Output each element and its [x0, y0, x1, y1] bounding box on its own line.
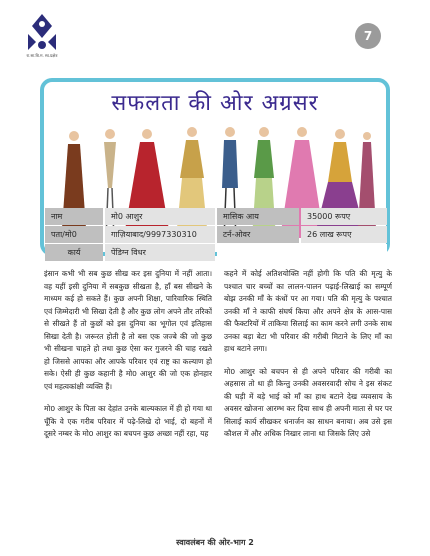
monthly-income-value: 35000 रूपए	[301, 208, 387, 225]
turnover-label: टर्न-ओवर	[217, 226, 299, 243]
address-value: गाज़ियाबाद/9997330310	[105, 226, 215, 243]
story-title: सफलता की ओर अग्रसर	[111, 91, 319, 116]
table-row	[45, 244, 387, 262]
paragraph: इंसान कभी भी सब कुछ सीख कर इस दुनिया में नहीं आता। वह यहीं इसी दुनिया में सबकुछ सीखता है, हाँ बस सीखने के माध्यम कई हो सकते हैं। कुछ अपनी शिक्षा, पारिवारिक स्थिति एवं जिम्मेदारी भी सिखा देती है और कुछ लोग अपने तौर तरिकों से सीखते हैं तो कुछों को इस दुनिया का भूगोल एवं इतिहास सिखा देती है। जरूरत होती है तो बस एक जज्बे की जो कुछ भी सीखना चाहते हो तथा कुछ ऐसा कर गुजरने की चाह रखते हो जिससे आपका और आपके परिवार एवं राष्ट्र का कल्याण हो सके। ऐसी ही कुछ कहानी है मो0 आशुर की जो एक होनहार एवं महत्वकांक्षी व्यक्ति हैं।	[44, 269, 212, 391]
address-label: पता/मो0	[45, 226, 103, 243]
name-label: नाम	[45, 208, 103, 225]
monthly-income-label: मासिक आय	[217, 208, 299, 225]
table-row	[45, 226, 387, 244]
profile-info-table	[45, 208, 387, 262]
name-value: मो0 आशुर	[105, 208, 215, 225]
turnover-value: 26 लाख रूपए	[301, 226, 387, 243]
paragraph: मो0 आशुर के पिता का देहांत उनके बाल्यकाल में ही हो गया था चूँकि वे एक गरीब परिवार में पढ़े-लिखे दो भाई, दो बहनों में दूसरे नम्बर के मो0 आशुर का बचपन कुछ अच्छा नहीं रहा, यह	[44, 404, 212, 438]
table-row	[45, 208, 387, 226]
body-column-right	[224, 268, 392, 526]
work-value: पेंडिग्न विधर	[105, 244, 215, 261]
page-footer: स्वावलंबन की ओर-भाग 2	[176, 538, 254, 547]
logo-caption: रा.सा.बि.म. स्व.प्रक्षेत्र	[26, 53, 58, 58]
page-number: 7	[355, 23, 381, 49]
work-label: कार्य	[45, 244, 103, 261]
paragraph: कहने में कोई अतिशयोक्ति नहीं होगी कि पति की मृत्यु के पश्चात चार बच्चों का लालन-पालन पढ़ाई-लिखाई का सम्पूर्ण बोझ उनकी माँ के कंधों पर आ गया। पति की मृत्यु के पश्चात उनकी माँ ने काफी संघर्ष किया और अपने क्षेत्र के आस-पास की फैक्टरियों में ताकिया सिलाई का काम करने लगी उनके साथ उनका बड़ा बेटा भी परिवार की गरीबी मिटाने के लिए माँ का हाथ बटाने लगा।	[224, 269, 392, 353]
table-blank-cell	[217, 244, 387, 261]
paragraph: मो0 आशुर को बचपन से ही अपने परिवार की गरीबी का अहसास तो था ही किन्तु उनकी अवसरवादी सोच ने इस संकट की घड़ी में बड़े भाई को माँ का हाथ बटाने देख व्यवसाय के अवसर खोजना आरम्भ कर दिया साथ ही अपनी माता से घर पर सिलाई कार्य सीखकर धनार्जन का साधन बनाया। अब उसे इस कौशल में और अधिक निखार लाना था जिसके लिए उसे	[224, 366, 392, 438]
body-column-left	[44, 268, 212, 526]
